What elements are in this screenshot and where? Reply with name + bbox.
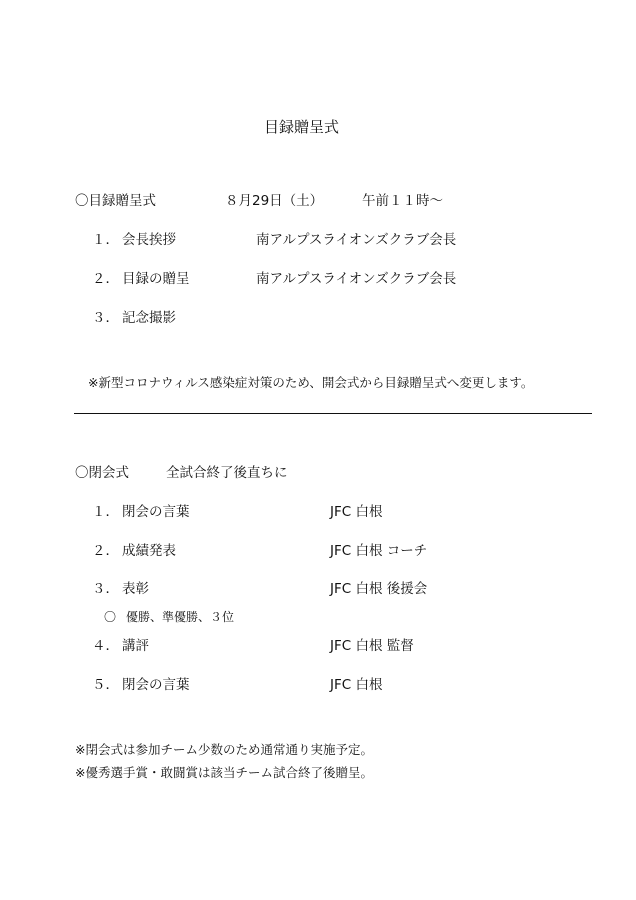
closing-timing: 全試合終了後直ちに [166,465,288,481]
footnote: ※優秀選手賞・敢闘賞は該当チーム試合終了後贈呈。 [75,765,373,780]
ceremony-item-label: 目録の贈呈 [122,271,190,287]
closing-item-number: １． [92,504,119,520]
ceremony-item-person: 南アルプスライオンズクラブ会長 [256,271,457,287]
closing-item-person: JFC 白根 監督 [330,638,414,654]
ceremony-heading: 〇目録贈呈式 [75,193,156,209]
ceremony-note: ※新型コロナウィルス感染症対策のため、開会式から目録贈呈式へ変更します。 [88,375,534,390]
closing-item-person: JFC 白根 [330,504,383,520]
ceremony-item-number: １． [92,232,119,248]
ceremony-date: ８月29日（土） [225,193,324,209]
closing-heading: 〇閉会式 [75,465,129,481]
closing-item-number: ５． [92,677,119,693]
ceremony-item-label: 会長挨拶 [122,232,176,248]
ceremony-item-number: ３． [92,310,119,326]
closing-item-number: ２． [92,543,119,559]
ceremony-time: 午前１１時～ [362,193,443,209]
closing-item-label: 講評 [122,638,149,654]
closing-item-number: ３． [92,581,119,597]
closing-item-label: 成績発表 [122,543,176,559]
closing-item-person: JFC 白根 [330,677,383,693]
closing-item-label: 表彰 [122,581,149,597]
closing-item-person: JFC 白根 コーチ [330,543,428,559]
ceremony-item-person: 南アルプスライオンズクラブ会長 [256,232,457,248]
closing-item-person: JFC 白根 後援会 [330,581,428,597]
closing-item-label: 閉会の言葉 [122,677,190,693]
footnote: ※閉会式は参加チーム少数のため通常通り実施予定。 [75,742,373,757]
award-sub-text: 優勝、準優勝、３位 [126,610,235,624]
award-sub-bullet: 〇 [104,610,117,624]
ceremony-item-number: ２． [92,271,119,287]
ceremony-item-label: 記念撮影 [122,310,176,326]
closing-item-number: ４． [92,638,119,654]
page-title: 目録贈呈式 [264,118,340,136]
section-divider [74,413,592,414]
closing-item-label: 閉会の言葉 [122,504,190,520]
